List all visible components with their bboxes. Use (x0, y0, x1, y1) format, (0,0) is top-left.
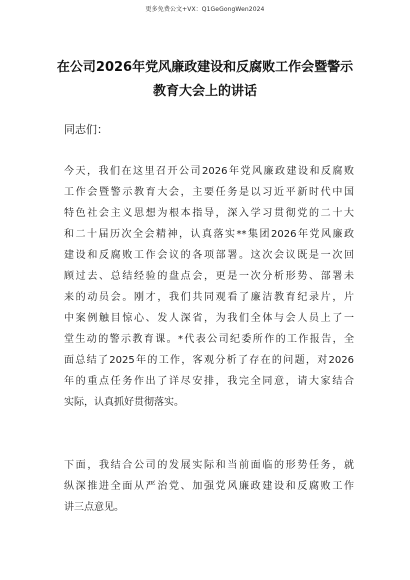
paragraph-line: 来的动员会。刚才，我们共同观看了廉洁教育纪录片，片 (64, 292, 354, 303)
paragraph-line: 面总结了2025年的工作，客观分析了存在的问题，对2026 (64, 355, 354, 366)
paragraph-line: 实际，认真抓好贯彻落实。 (64, 397, 184, 408)
paragraph-line: 今天，我们在这里召开公司2026年党风廉政建设和反腐败 (64, 166, 354, 177)
header-note: 更多免费公文+VX：Q1GeGongWen2024 (145, 6, 265, 13)
paragraph-line: 堂生动的警示教育课。*代表公司纪委所作的工作报告，全 (64, 334, 354, 345)
paragraph-line: 和二十届历次全会精神，认真落实**集团2026年党风廉政 (64, 229, 354, 240)
paragraph-line: 特色社会主义思想为根本指导，深入学习贯彻党的二十大 (64, 208, 354, 219)
document-title-line-2: 教育大会上的讲话 (152, 84, 257, 99)
paragraph-line: 下面，我结合公司的发展实际和当前面临的形势任务，就 (64, 460, 354, 471)
paragraph-line: 讲三点意见。 (64, 502, 124, 513)
paragraph-line: 中案例触目惊心、发人深省，为我们全体与会人员上了一 (64, 313, 354, 324)
paragraph-line: 工作会暨警示教育大会，主要任务是以习近平新时代中国 (64, 187, 354, 198)
paragraph-1 (64, 161, 354, 413)
paragraph-line: 建设和反腐败工作会议的各项部署。这次会议既是一次回 (64, 250, 354, 261)
document-title-line-1: 在公司2026年党风廉政建设和反腐败工作会暨警示 (56, 60, 354, 75)
paragraph-line: 纵深推进全面从严治党、加强党风廉政建设和反腐败工作 (64, 481, 354, 492)
salutation: 同志们： (64, 123, 108, 136)
paragraph-line: 年的重点任务作出了详尽安排，我完全同意，请大家结合 (64, 376, 354, 387)
paragraph-2 (64, 455, 354, 518)
paragraph-line: 顾过去、总结经验的盘点会，更是一次分析形势、部署未 (64, 271, 354, 282)
